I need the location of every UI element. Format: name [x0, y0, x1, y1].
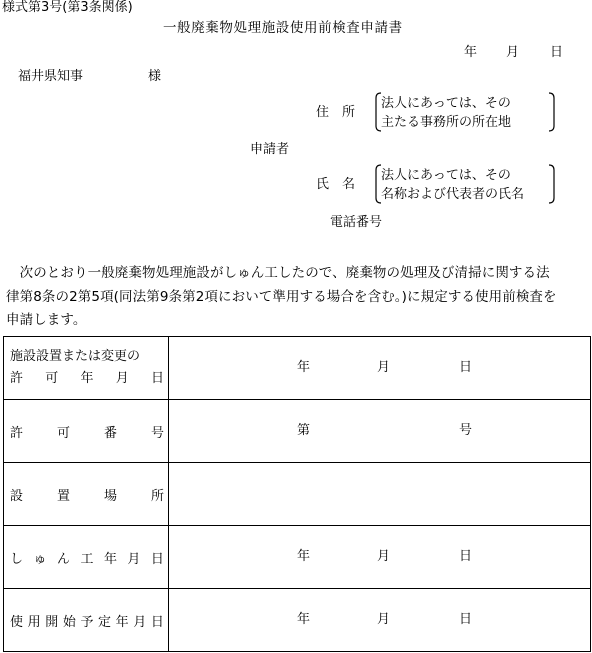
label-char: 日 — [150, 371, 164, 386]
location-field[interactable] — [169, 463, 591, 526]
label-char: 年 — [103, 551, 117, 567]
table-row — [4, 337, 591, 400]
label-char: 月 — [133, 614, 147, 630]
address-note-line2: 主たる事務所の所在地 — [381, 115, 512, 130]
label-char: し — [10, 551, 24, 567]
label-char: 場 — [103, 488, 117, 504]
value-year: 年 — [297, 549, 311, 564]
permit-date-label-line1: 施設設置または変更の — [10, 349, 141, 364]
value-number-suffix: 号 — [459, 423, 473, 438]
value-number-prefix: 第 — [297, 423, 311, 438]
addressee — [18, 69, 162, 84]
applicant-label: 申請者 — [250, 142, 290, 157]
name-note-line2: 名称および代表者の氏名 — [381, 187, 525, 202]
permit-number-field[interactable] — [169, 400, 591, 463]
permit-date-label — [4, 337, 169, 400]
label-char: 置 — [56, 488, 70, 504]
value-day: 日 — [459, 360, 473, 375]
name-label: 氏 名 — [316, 177, 356, 192]
statement-line: 律第8条の2第5項(同法第9条第2項において準用する場合を含む。)に規定する使用前検査を — [6, 288, 557, 305]
label-char: 始 — [62, 614, 76, 630]
date-year-label: 年 — [464, 45, 478, 60]
permit-number-label — [4, 400, 169, 463]
label-char: 日 — [150, 551, 164, 567]
label-char: ん — [56, 551, 70, 567]
table-row — [4, 463, 591, 526]
address-note-line1: 法人にあっては、その — [381, 96, 511, 111]
label-char: 番 — [103, 425, 117, 441]
value-day: 日 — [459, 549, 473, 564]
label-char: 定 — [98, 614, 112, 630]
label-char: 所 — [150, 488, 164, 504]
document-title: 一般廃棄物処理施設使用前検査申請書 — [163, 20, 403, 36]
label-char: 使 — [10, 614, 24, 630]
value-month: 月 — [377, 612, 391, 627]
statement-line: 次のとおり一般廃棄物処理施設がしゅん工したので、廃棄物の処理及び清掃に関する法 — [6, 265, 550, 281]
name-note-box — [375, 164, 555, 204]
address-note-box — [375, 92, 555, 132]
addressee-name: 福井県知事 — [18, 69, 84, 84]
completion-date-label — [4, 526, 169, 589]
label-char: 工 — [80, 551, 94, 567]
value-year: 年 — [297, 612, 311, 627]
label-char: 可 — [56, 425, 70, 441]
value-month: 月 — [377, 360, 391, 375]
label-char: 許 — [10, 371, 24, 386]
start-date-label — [4, 589, 169, 652]
table-row — [4, 400, 591, 463]
start-date-field[interactable] — [169, 589, 591, 652]
phone-label: 電話番号 — [330, 215, 383, 230]
label-char: 許 — [10, 425, 24, 441]
label-char: 用 — [27, 614, 41, 630]
permit-date-field[interactable] — [169, 337, 591, 400]
name-note-line1: 法人にあっては、その — [381, 168, 511, 183]
date-day-label: 日 — [550, 45, 564, 60]
label-char: 月 — [127, 551, 141, 567]
label-char: 可 — [45, 371, 59, 386]
value-day: 日 — [459, 612, 473, 627]
label-char: ゅ — [33, 551, 47, 567]
label-char: 開 — [45, 614, 59, 630]
label-char: 設 — [10, 488, 24, 504]
table-row — [4, 589, 591, 652]
application-table — [3, 336, 591, 652]
label-char: 日 — [150, 614, 164, 630]
address-label: 住 所 — [316, 105, 356, 120]
label-char: 月 — [115, 371, 129, 386]
label-char: 予 — [80, 614, 94, 630]
statement-line: 申請します。 — [6, 312, 87, 328]
request-statement — [6, 262, 592, 333]
label-char: 年 — [115, 614, 129, 630]
date-month-label: 月 — [506, 45, 520, 60]
value-year: 年 — [297, 360, 311, 375]
form-number: 様式第3号(第3条関係) — [2, 0, 133, 15]
label-char: 年 — [80, 371, 94, 386]
completion-date-field[interactable] — [169, 526, 591, 589]
location-label — [4, 463, 169, 526]
addressee-honorific: 様 — [148, 69, 162, 84]
value-month: 月 — [377, 549, 391, 564]
table-row — [4, 526, 591, 589]
label-char: 号 — [150, 425, 164, 441]
